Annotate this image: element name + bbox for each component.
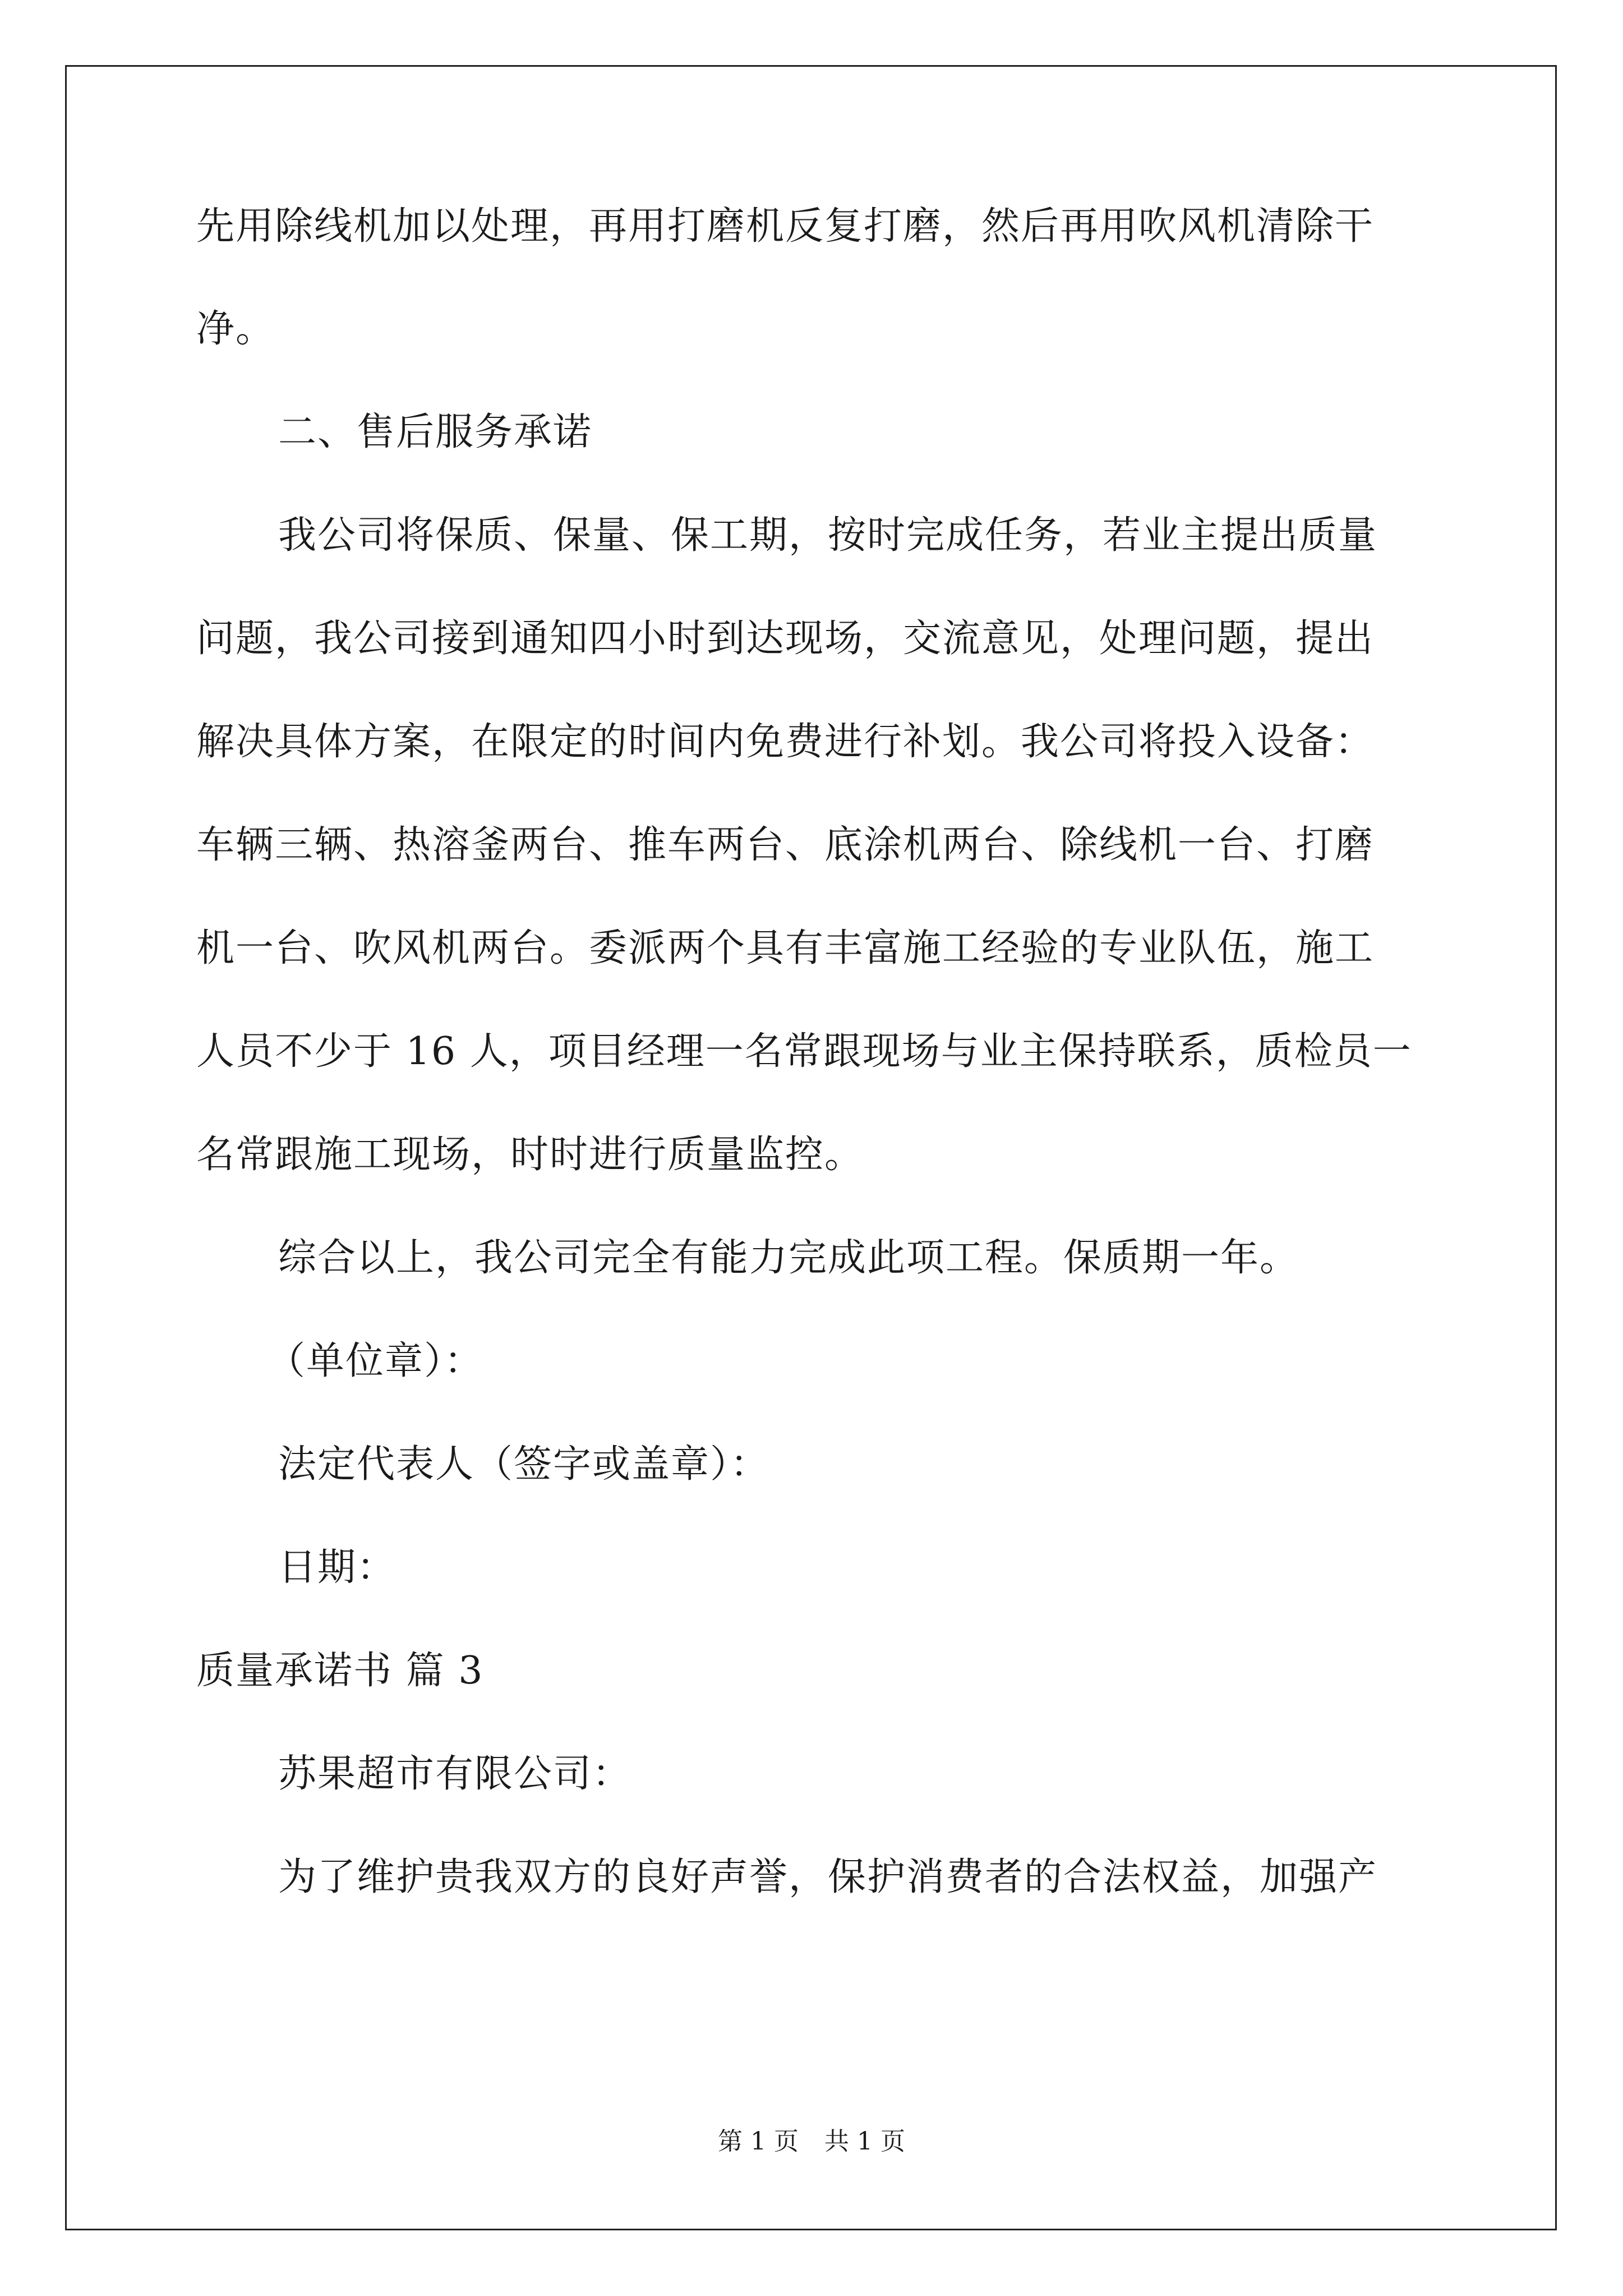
paragraph-line: 解决具体方案，在限定的时间内免费进行补划。我公司将投入设备： — [196, 720, 1375, 764]
paragraph-line: 净。 — [196, 307, 275, 351]
paragraph-line: 车辆三辆、热溶釜两台、推车两台、底涂机两台、除线机一台、打磨 — [196, 823, 1375, 867]
paragraph-line: 先用除线机加以处理，再用打磨机反复打磨，然后再用吹风机清除干 — [196, 204, 1375, 249]
representative-field: 法定代表人（签字或盖章）： — [278, 1442, 770, 1487]
paragraph-line: 问题，我公司接到通知四小时到达现场，交流意见，处理问题，提出 — [196, 616, 1375, 661]
paragraph-line: 综合以上，我公司完全有能力完成此项工程。保质期一年。 — [278, 1236, 1299, 1280]
date-field: 日期： — [278, 1545, 396, 1590]
seal-field: （单位章）： — [267, 1339, 484, 1383]
paragraph-line: 名常跟施工现场，时时进行质量监控。 — [196, 1133, 864, 1177]
document-title: 质量承诺书 篇 3 — [196, 1649, 484, 1693]
document-body — [196, 202, 1430, 1902]
recipient-line: 苏果超市有限公司： — [278, 1752, 632, 1796]
paragraph-line: 我公司将保质、保量、保工期，按时完成任务，若业主提出质量 — [278, 513, 1378, 558]
section-heading: 二、售后服务承诺 — [278, 410, 593, 454]
paragraph-line: 为了维护贵我双方的良好声誉，保护消费者的合法权益，加强产 — [278, 1855, 1378, 1899]
page-number: 第 1 页 — [718, 2127, 799, 2156]
page-total: 共 1 页 — [824, 2127, 905, 2156]
paragraph-line: 机一台、吹风机两台。委派两个具有丰富施工经验的专业队伍，施工 — [196, 926, 1375, 970]
paragraph-line: 人员不少于 16 人，项目经理一名常跟现场与业主保持联系，质检员一 — [196, 1029, 1412, 1074]
page-footer — [0, 2126, 1623, 2157]
